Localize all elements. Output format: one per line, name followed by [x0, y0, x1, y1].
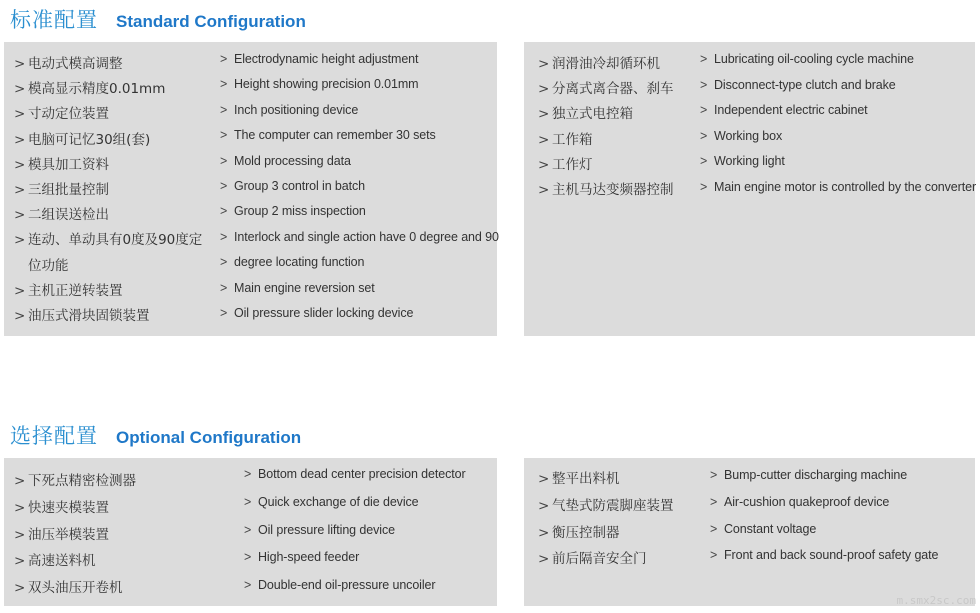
item-text: Bottom dead center precision detector: [258, 467, 466, 481]
arrow-bullet-icon: >: [220, 102, 228, 117]
item-text: 油压式滑块固锁装置: [28, 308, 150, 324]
item-text: 分离式离合器、刹车: [552, 81, 674, 98]
arrow-bullet-icon: >: [244, 578, 252, 593]
option-cn: [14, 469, 136, 489]
option-en: [244, 578, 435, 592]
feature-en: [700, 52, 914, 66]
item-text: Disconnect-type clutch and brake: [714, 77, 896, 92]
option-cn: [538, 467, 620, 487]
arrow-bullet-icon: >: [220, 153, 228, 168]
feature-cn: [14, 279, 123, 299]
optional-left-panel: [4, 458, 497, 606]
option-cn: [538, 547, 647, 567]
arrow-bullet-icon: >: [700, 103, 708, 118]
item-text: Main engine reversion set: [234, 280, 375, 295]
feature-en: [220, 230, 499, 244]
option-cn: [14, 496, 109, 516]
arrow-bullet-icon: >: [220, 128, 228, 143]
arrow-bullet-icon: >: [14, 499, 26, 516]
feature-cn: [14, 254, 69, 274]
item-text: Quick exchange of die device: [258, 494, 419, 509]
option-en: [244, 467, 466, 481]
item-text: degree locating function: [234, 255, 365, 270]
feature-cn: [538, 128, 593, 148]
option-en: [710, 468, 907, 482]
feature-en: [700, 129, 782, 143]
feature-cn: [14, 228, 202, 248]
feature-cn: [14, 178, 109, 198]
arrow-bullet-icon: >: [538, 56, 550, 72]
arrow-bullet-icon: >: [14, 182, 26, 198]
arrow-bullet-icon: >: [244, 550, 252, 565]
item-text: Constant voltage: [724, 521, 817, 536]
item-text: 主机正逆转装置: [28, 282, 123, 299]
arrow-bullet-icon: >: [14, 56, 26, 72]
option-cn: [14, 523, 109, 543]
arrow-bullet-icon: >: [538, 524, 550, 541]
arrow-bullet-icon: >: [538, 497, 550, 514]
watermark: m.smx2sc.com: [896, 594, 976, 607]
arrow-bullet-icon: >: [220, 229, 228, 244]
arrow-bullet-icon: >: [14, 131, 26, 148]
item-text: 高速送料机: [28, 553, 96, 570]
item-text: Front and back sound-proof safety gate: [724, 548, 939, 563]
feature-cn: [538, 52, 660, 72]
item-text: 三组批量控制: [28, 182, 109, 198]
item-text: Interlock and single action have 0 degree and 90: [234, 229, 499, 244]
item-text: Group 2 miss inspection: [234, 204, 366, 219]
arrow-bullet-icon: >: [538, 182, 550, 198]
arrow-bullet-icon: >: [14, 473, 26, 489]
item-text: Height showing precision 0.01mm: [234, 77, 419, 92]
item-text: 双头油压开卷机: [28, 580, 123, 597]
item-text: Working box: [714, 128, 783, 143]
optional-config-title: [10, 420, 301, 450]
arrow-bullet-icon: >: [700, 154, 708, 169]
arrow-bullet-icon: >: [700, 77, 708, 92]
item-text: 工作箱: [552, 131, 593, 148]
feature-en: [700, 180, 976, 194]
arrow-bullet-icon: >: [14, 106, 26, 123]
item-text: 油压举模装置: [28, 526, 109, 543]
option-cn: [14, 549, 96, 569]
feature-cn: [538, 178, 674, 198]
option-cn: [538, 494, 674, 514]
item-text: Double-end oil-pressure uncoiler: [258, 578, 436, 593]
item-text: Electrodynamic height adjustment: [234, 52, 419, 66]
optional-right-panel: [524, 458, 975, 606]
feature-cn: [14, 153, 109, 173]
optional-title-en: Optional Configuration: [116, 428, 302, 447]
arrow-bullet-icon: >: [538, 471, 550, 487]
item-text: Inch positioning device: [234, 102, 359, 117]
item-text: Working light: [714, 154, 785, 169]
item-text: 快速夹模装置: [28, 499, 109, 516]
arrow-bullet-icon: >: [14, 526, 26, 543]
feature-en: [220, 255, 364, 269]
feature-en: [700, 103, 868, 117]
item-text: Mold processing data: [234, 153, 351, 168]
item-text: 独立式电控箱: [552, 106, 633, 123]
arrow-bullet-icon: >: [220, 280, 228, 295]
arrow-bullet-icon: >: [710, 521, 718, 536]
arrow-bullet-icon: >: [700, 128, 708, 143]
item-text: Group 3 control in batch: [234, 179, 366, 193]
feature-cn: [14, 304, 150, 324]
item-text: High-speed feeder: [258, 550, 360, 565]
item-text: Oil pressure lifting device: [258, 522, 395, 537]
option-cn: [538, 521, 620, 541]
arrow-bullet-icon: >: [14, 81, 26, 98]
arrow-bullet-icon: >: [14, 156, 26, 173]
arrow-bullet-icon: >: [538, 156, 550, 173]
item-text: 工作灯: [552, 156, 593, 173]
arrow-bullet-icon: >: [710, 494, 718, 509]
standard-title-en: Standard Configuration: [116, 12, 306, 31]
arrow-bullet-icon: >: [14, 232, 26, 249]
item-text: 位功能: [28, 257, 69, 274]
arrow-bullet-icon: >: [220, 77, 228, 92]
item-text: Main engine motor is controlled by the converter: [714, 180, 977, 194]
arrow-bullet-icon: >: [220, 52, 228, 66]
item-text: 寸动定位装置: [28, 106, 109, 123]
item-text: Lubricating oil-cooling cycle machine: [714, 52, 914, 66]
option-cn: [14, 576, 123, 596]
option-en: [710, 522, 816, 536]
standard-config-title: [10, 4, 306, 34]
arrow-bullet-icon: >: [14, 207, 26, 224]
item-text: 电动式模高调整: [28, 56, 123, 72]
feature-cn: [14, 52, 123, 72]
arrow-bullet-icon: >: [14, 282, 26, 299]
item-text: 整平出料机: [552, 471, 620, 487]
arrow-bullet-icon: >: [244, 467, 252, 481]
feature-en: [700, 154, 785, 168]
feature-en: [220, 103, 358, 117]
option-en: [710, 495, 889, 509]
standard-title-cn: 标准配置: [10, 8, 98, 32]
feature-en: [220, 77, 419, 91]
arrow-bullet-icon: >: [538, 551, 550, 568]
item-text: Air-cushion quakeproof device: [724, 494, 890, 509]
arrow-bullet-icon: >: [14, 553, 26, 570]
item-text: 下死点精密检测器: [28, 473, 136, 489]
item-text: 润滑油冷却循环机: [552, 56, 660, 72]
standard-left-panel: [4, 42, 497, 336]
feature-en: [220, 128, 436, 142]
feature-en: [700, 78, 896, 92]
arrow-bullet-icon: >: [244, 494, 252, 509]
arrow-bullet-icon: >: [220, 255, 228, 270]
option-en: [244, 550, 359, 564]
arrow-bullet-icon: >: [14, 580, 26, 597]
item-text: 模高显示精度0.01mm: [28, 81, 166, 98]
feature-cn: [538, 77, 674, 97]
item-text: 衡压控制器: [552, 524, 620, 541]
arrow-bullet-icon: >: [538, 106, 550, 123]
feature-en: [220, 154, 351, 168]
feature-en: [220, 179, 365, 193]
item-text: 连动、单动具有0度及90度定: [28, 232, 203, 249]
feature-en: [220, 52, 418, 66]
item-text: The computer can remember 30 sets: [234, 128, 436, 143]
arrow-bullet-icon: >: [220, 179, 228, 193]
arrow-bullet-icon: >: [244, 522, 252, 537]
item-text: 气垫式防震脚座装置: [552, 497, 674, 514]
feature-en: [220, 281, 375, 295]
item-text: 二组误送检出: [28, 207, 109, 224]
arrow-bullet-icon: >: [538, 81, 550, 98]
optional-title-cn: 选择配置: [10, 424, 98, 448]
item-text: 主机马达变频器控制: [552, 182, 674, 198]
item-text: Bump-cutter discharging machine: [724, 468, 908, 482]
item-text: Oil pressure slider locking device: [234, 306, 414, 320]
option-en: [244, 495, 419, 509]
feature-en: [220, 306, 413, 320]
option-en: [710, 548, 938, 562]
arrow-bullet-icon: >: [538, 131, 550, 148]
arrow-bullet-icon: >: [14, 308, 26, 324]
feature-cn: [538, 153, 593, 173]
feature-cn: [14, 203, 109, 223]
standard-right-panel: [524, 42, 975, 336]
feature-cn: [14, 128, 150, 148]
arrow-bullet-icon: >: [220, 306, 228, 320]
item-text: Independent electric cabinet: [714, 103, 868, 118]
feature-cn: [538, 102, 633, 122]
arrow-bullet-icon: >: [700, 180, 708, 194]
feature-en: [220, 204, 366, 218]
arrow-bullet-icon: >: [220, 204, 228, 219]
item-text: 电脑可记忆30组(套): [28, 131, 151, 148]
option-en: [244, 523, 395, 537]
item-text: 模具加工资料: [28, 156, 109, 173]
arrow-bullet-icon: >: [710, 468, 718, 482]
feature-cn: [14, 102, 109, 122]
arrow-bullet-icon: >: [700, 52, 708, 66]
feature-cn: [14, 77, 165, 97]
item-text: 前后隔音安全门: [552, 551, 647, 568]
arrow-bullet-icon: >: [710, 548, 718, 563]
